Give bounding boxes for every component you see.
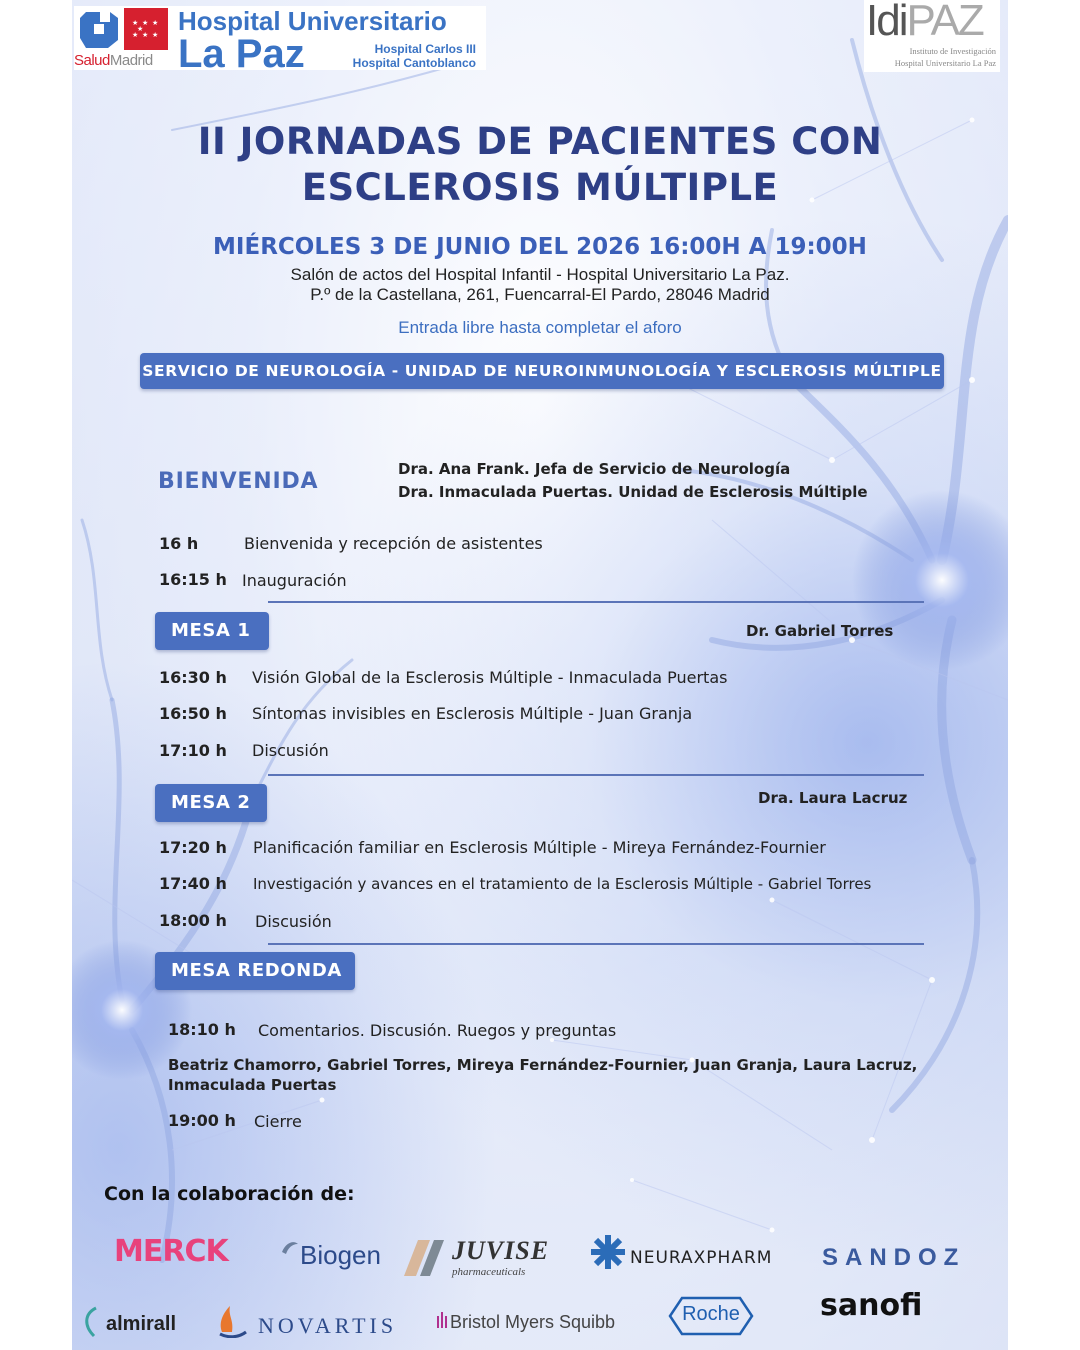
agenda-item: Comentarios. Discusión. Ruegos y preguntas — [258, 1021, 617, 1040]
hospital-cantoblanco-label: Hospital Cantoblanco — [352, 56, 476, 70]
agenda-time: 18:00 h — [159, 911, 227, 930]
welcome-speaker-1: Dra. Ana Frank. Jefa de Servicio de Neurología — [398, 460, 791, 478]
juvise-subtitle: pharmaceuticals — [452, 1266, 526, 1278]
idipaz-subtitle-2: Hospital Universitario La Paz — [894, 58, 996, 68]
event-title-line1: II JORNADAS DE PACIENTES CON — [197, 120, 883, 163]
round-table-participants-line1: Beatriz Chamorro, Gabriel Torres, Mireya Fernández-Fournier, Juan Granja, Laura Lacruz, — [168, 1056, 918, 1074]
madrid-flag-icon: ★ ★ ★ ★ ★ ★ ★ — [124, 8, 168, 50]
agenda-item: Síntomas invisibles en Esclerosis Múltiple - Juan Granja — [252, 704, 693, 723]
agenda-item: Planificación familiar en Esclerosis Múltiple - Mireya Fernández-Fournier — [253, 838, 826, 857]
juvise-logo: JUVISE — [452, 1236, 550, 1265]
novartis-logo: NOVARTIS — [258, 1313, 398, 1338]
mesa-1-moderator: Dr. Gabriel Torres — [746, 622, 894, 640]
entry-note: Entrada libre hasta completar el aforo — [398, 318, 682, 337]
sanofi-logo: sanofi — [820, 1288, 923, 1323]
event-poster — [72, 0, 1008, 1350]
merck-logo: MERCK — [114, 1234, 228, 1269]
mesa-2-tab: MESA 2 — [155, 784, 267, 822]
agenda-time: 19:00 h — [168, 1111, 236, 1130]
agenda-time: 16:50 h — [159, 704, 227, 723]
hospital-name-line1: Hospital Universitario — [178, 6, 447, 36]
agenda-time: 18:10 h — [168, 1020, 236, 1039]
biogen-logo: Biogen — [300, 1240, 381, 1270]
mesa-1-tab: MESA 1 — [155, 612, 269, 650]
agenda-time: 16 h — [159, 534, 199, 553]
event-date: MIÉRCOLES 3 DE JUNIO DEL 2026 16:00H A 19:00H — [213, 234, 867, 260]
agenda-time: 16:15 h — [159, 570, 227, 589]
section-divider — [268, 943, 924, 945]
neuraxpharm-emblem-icon — [590, 1234, 626, 1270]
almirall-logo: almirall — [106, 1313, 177, 1335]
welcome-speaker-2: Dra. Inmaculada Puertas. Unidad de Esclerosis Múltiple — [398, 483, 868, 501]
agenda-item: Visión Global de la Esclerosis Múltiple - Inmaculada Puertas — [252, 668, 728, 687]
sandoz-logo: SANDOZ — [822, 1244, 966, 1271]
salud-madrid-label: SaludMadrid — [74, 52, 153, 69]
agenda-item: Inauguración — [242, 571, 347, 590]
almirall-emblem-icon — [80, 1306, 102, 1338]
agenda-time: 17:40 h — [159, 874, 227, 893]
idipaz-wordmark: IdiPAZ — [866, 0, 983, 45]
round-table-participants-line2: Inmaculada Puertas — [168, 1076, 337, 1094]
agenda-time: 17:10 h — [159, 741, 227, 760]
event-title-line2: ESCLEROSIS MÚLTIPLE — [301, 166, 779, 209]
service-banner: SERVICIO DE NEUROLOGÍA - UNIDAD DE NEUROINMUNOLOGÍA Y ESCLEROSIS MÚLTIPLE — [140, 353, 944, 389]
idipaz-logo — [864, 0, 1000, 72]
idipaz-subtitle-1: Instituto de Investigación — [909, 46, 996, 56]
agenda-item: Bienvenida y recepción de asistentes — [244, 534, 543, 553]
roche-wordmark: Roche — [682, 1303, 740, 1325]
agenda-item: Cierre — [254, 1112, 302, 1131]
agenda-time: 16:30 h — [159, 668, 227, 687]
bristol-myers-squibb-logo: Bristol Myers Squibb — [450, 1312, 616, 1332]
neuraxpharm-logo: NEURAXPHARM — [630, 1248, 773, 1268]
salud-madrid-emblem-icon — [78, 8, 120, 50]
venue-line2: P.º de la Castellana, 261, Fuencarral-El Pardo, 28046 Madrid — [310, 285, 770, 304]
section-divider — [268, 774, 924, 776]
agenda-item: Discusión — [252, 741, 329, 760]
hospital-la-paz-logo — [74, 6, 486, 76]
bienvenida-heading: BIENVENIDA — [158, 469, 319, 494]
venue-line1: Salón de actos del Hospital Infantil - Hospital Universitario La Paz. — [290, 265, 790, 284]
bms-emblem-icon — [436, 1310, 450, 1330]
mesa-redonda-tab: MESA REDONDA — [155, 952, 355, 990]
novartis-flame-icon — [216, 1302, 248, 1338]
agenda-item: Investigación y avances en el tratamiento de la Esclerosis Múltiple - Gabriel Torres — [253, 875, 872, 893]
section-divider — [268, 601, 924, 603]
biogen-swirl-icon — [280, 1238, 300, 1258]
juvise-emblem-icon — [400, 1236, 446, 1280]
agenda-time: 17:20 h — [159, 838, 227, 857]
agenda-item: Discusión — [255, 912, 332, 931]
sponsors-heading: Con la colaboración de: — [104, 1183, 355, 1205]
hospital-name-line2: La Paz — [178, 32, 305, 76]
hospital-carlos-iii-label: Hospital Carlos III — [374, 42, 476, 56]
roche-logo — [668, 1296, 754, 1336]
mesa-2-moderator: Dra. Laura Lacruz — [758, 789, 908, 807]
